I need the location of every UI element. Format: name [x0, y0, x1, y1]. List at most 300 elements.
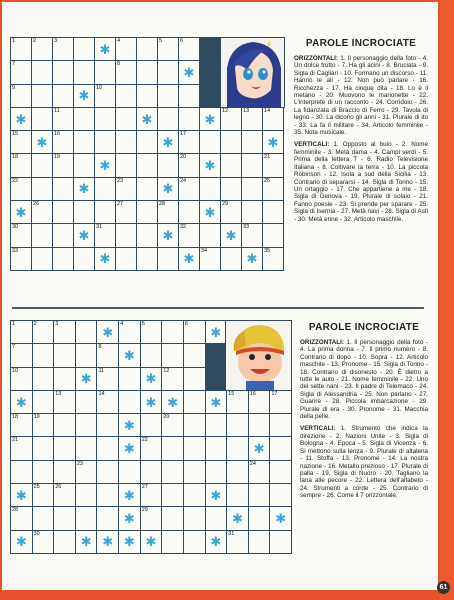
- black-cell-star: [74, 85, 94, 107]
- clue-number: 6: [184, 321, 188, 327]
- crossword-cell[interactable]: [32, 224, 52, 246]
- crossword-cell[interactable]: [137, 38, 157, 60]
- crossword-cell[interactable]: [53, 85, 73, 107]
- crossword-cell[interactable]: [33, 484, 54, 506]
- crossword-cell[interactable]: [95, 85, 115, 107]
- black-cell-star: [119, 531, 140, 553]
- crossword-cell[interactable]: [11, 437, 32, 459]
- crossword-cell: [206, 344, 227, 366]
- clue-number: 31: [96, 224, 103, 231]
- crossword-cell[interactable]: [54, 437, 75, 459]
- crossword-cell[interactable]: [141, 414, 162, 436]
- black-cell-star: [200, 201, 220, 223]
- crossword-cell[interactable]: [76, 437, 97, 459]
- crossword-cell[interactable]: [227, 437, 248, 459]
- crossword-cell[interactable]: [242, 224, 262, 246]
- crossword-cell[interactable]: [53, 201, 73, 223]
- crossword-cell[interactable]: [242, 201, 262, 223]
- clues-puzzle-1: [294, 38, 428, 228]
- crossword-cell[interactable]: [116, 108, 136, 130]
- crossword-cell[interactable]: [33, 531, 54, 553]
- black-cell-star: [162, 391, 183, 413]
- crossword-cell[interactable]: [200, 178, 220, 200]
- crossword-cell[interactable]: [119, 461, 140, 483]
- clue-number: 27: [141, 484, 148, 491]
- crossword-cell[interactable]: [11, 85, 31, 107]
- crossword-cell[interactable]: [76, 414, 97, 436]
- clue-number: 20: [163, 414, 170, 421]
- crossword-cell[interactable]: [119, 391, 140, 413]
- crossword-cell[interactable]: [74, 131, 94, 153]
- crossword-cell[interactable]: [54, 461, 75, 483]
- crossword-cell[interactable]: [97, 484, 118, 506]
- crossword-cell[interactable]: [74, 154, 94, 176]
- crossword-cell[interactable]: [32, 248, 52, 270]
- crossword-cell[interactable]: [54, 484, 75, 506]
- crossword-cell[interactable]: [137, 61, 157, 83]
- crossword-cell[interactable]: [32, 154, 52, 176]
- black-cell-star: [141, 368, 162, 390]
- clue-number: 15: [228, 390, 235, 397]
- clue-number: 3: [55, 321, 59, 327]
- crossword-cell[interactable]: [158, 61, 178, 83]
- clue-number: 23: [117, 177, 124, 184]
- clue-number: 25: [264, 177, 271, 184]
- crossword-cell[interactable]: [184, 484, 205, 506]
- crossword-cell[interactable]: [95, 61, 115, 83]
- crossword-cell[interactable]: [33, 344, 54, 366]
- crossword-cell[interactable]: [221, 131, 241, 153]
- crossword-cell[interactable]: [54, 321, 75, 343]
- black-cell-star: [119, 414, 140, 436]
- black-cell-star: [95, 154, 115, 176]
- clue-number: 7: [12, 344, 16, 351]
- clue-number: 12: [222, 107, 229, 114]
- crossword-cell[interactable]: [116, 38, 136, 60]
- black-cell-star: [221, 224, 241, 246]
- crossword-cell[interactable]: [137, 248, 157, 270]
- crossword-cell[interactable]: [137, 201, 157, 223]
- crossword-cell[interactable]: [263, 108, 283, 130]
- crossword-cell[interactable]: [32, 201, 52, 223]
- crossword-cell[interactable]: [74, 38, 94, 60]
- crossword-cell[interactable]: [53, 108, 73, 130]
- crossword-cell[interactable]: [179, 178, 199, 200]
- clue-number: 19: [54, 154, 61, 161]
- clue-number: 1: [12, 321, 16, 327]
- black-cell-star: [119, 484, 140, 506]
- black-cell-star: [158, 131, 178, 153]
- clue-number: 23: [76, 460, 83, 467]
- clue-number: 10: [96, 84, 103, 91]
- crossword-cell[interactable]: [184, 531, 205, 553]
- crossword-cell[interactable]: [97, 368, 118, 390]
- clue-number: 9: [12, 84, 16, 91]
- crossword-cell[interactable]: [242, 108, 262, 130]
- crossword-cell[interactable]: [242, 178, 262, 200]
- black-cell-star: [249, 437, 270, 459]
- crossword-cell[interactable]: [270, 414, 291, 436]
- crossword-cell[interactable]: [54, 391, 75, 413]
- black-cell-star: [200, 154, 220, 176]
- crossword-cell[interactable]: [141, 321, 162, 343]
- crossword-cell[interactable]: [33, 414, 54, 436]
- crossword-cell[interactable]: [97, 414, 118, 436]
- crossword-cell[interactable]: [141, 484, 162, 506]
- crossword-cell[interactable]: [200, 248, 220, 270]
- crossword-cell[interactable]: [11, 344, 32, 366]
- crossword-cell[interactable]: [263, 248, 283, 270]
- clue-number: 28: [159, 201, 166, 208]
- crossword-cell[interactable]: [221, 178, 241, 200]
- crossword-cell[interactable]: [162, 484, 183, 506]
- clue-number: 30: [12, 224, 19, 231]
- crossword-cell[interactable]: [206, 414, 227, 436]
- crossword-cell[interactable]: [184, 344, 205, 366]
- crossword-cell[interactable]: [263, 154, 283, 176]
- clue-number: 25: [33, 484, 40, 491]
- crossword-cell[interactable]: [200, 224, 220, 246]
- crossword-cell[interactable]: [227, 391, 248, 413]
- crossword-cell[interactable]: [158, 108, 178, 130]
- crossword-cell[interactable]: [263, 224, 283, 246]
- crossword-cell[interactable]: [227, 531, 248, 553]
- crossword-cell[interactable]: [141, 461, 162, 483]
- crossword-cell[interactable]: [95, 201, 115, 223]
- crossword-cell[interactable]: [74, 201, 94, 223]
- crossword-cell[interactable]: [76, 321, 97, 343]
- crossword-cell[interactable]: [119, 368, 140, 390]
- crossword-cell[interactable]: [184, 461, 205, 483]
- crossword-cell[interactable]: [249, 531, 270, 553]
- crossword-cell[interactable]: [137, 224, 157, 246]
- crossword-cell[interactable]: [53, 224, 73, 246]
- crossword-cell[interactable]: [227, 461, 248, 483]
- crossword-cell[interactable]: [116, 248, 136, 270]
- black-cell-star: [141, 531, 162, 553]
- crossword-cell[interactable]: [74, 248, 94, 270]
- crossword-cell[interactable]: [137, 85, 157, 107]
- crossword-cell[interactable]: [11, 368, 32, 390]
- crossword-cell[interactable]: [184, 414, 205, 436]
- crossword-cell[interactable]: [162, 437, 183, 459]
- crossword-cell[interactable]: [206, 507, 227, 529]
- crossword-cell[interactable]: [162, 344, 183, 366]
- crossword-cell[interactable]: [76, 344, 97, 366]
- crossword-cell[interactable]: [11, 414, 32, 436]
- crossword-cell[interactable]: [53, 178, 73, 200]
- crossword-cell[interactable]: [33, 437, 54, 459]
- crossword-cell[interactable]: [179, 108, 199, 130]
- crossword-cell[interactable]: [162, 531, 183, 553]
- crossword-cell[interactable]: [97, 507, 118, 529]
- crossword-cell[interactable]: [179, 85, 199, 107]
- clue-number: 11: [98, 367, 105, 374]
- crossword-cell[interactable]: [249, 414, 270, 436]
- section-divider: [12, 307, 424, 309]
- clue-number: 33: [243, 224, 250, 231]
- crossword-cell[interactable]: [221, 154, 241, 176]
- clues-down-2: VERTICALI: 1. Strumento che indica la direzione - 2. Nazioni Unite - 3. Sigla di Bologna - 4. Epoca - 5. Sigla di Vicenza - 6. Si mettono sulla lenza - 9. Plurale di altalena - 11. Stoffa - 13. Pronome - 14. La nostra nazione - 16. Metallo prezioso - 17. Plurale di palla - 19. Sigla di Nuoro - 20. Tagliano la lana alle pecore - 22. Lettera dell'alfabeto - 24. Strumenti a corde - 25. Contrario di sempre - 26. Come il 7 orizzontale.: [300, 425, 428, 500]
- crossword-cell[interactable]: [141, 507, 162, 529]
- black-cell-star: [11, 108, 31, 130]
- crossword-cell[interactable]: [184, 391, 205, 413]
- clue-number: 29: [141, 507, 148, 514]
- crossword-cell[interactable]: [137, 154, 157, 176]
- clue-number: 29: [222, 201, 229, 208]
- black-cell-star: [119, 344, 140, 366]
- crossword-cell[interactable]: [179, 131, 199, 153]
- clues-down-1: VERTICALI: 1. Opposto al buio - 2. Nome femminile - 3. Metà dama - 4. Campi verdi - 5. Prima della lettera T - 6. Radio Televisione Italiana - 8. Coltivare la terra - 10. La piccola Robinson - 12. Isola a sud della Sicilia - 13. Contrario di separarsi - 14. Sigla di Torino - 15. Un ortaggio - 17. Che appartiene a me - 18. Sigla di Genova - 19. Plurale di solaio - 21. Fanno poesie - 23. Si prende per sparare - 25. Sigla di Isernia - 27. Metà navi - 28. Sigla di Asti - 30. Metà enne - 32. Articolo maschile.: [294, 141, 428, 223]
- crossword-cell[interactable]: [54, 531, 75, 553]
- black-cell-star: [179, 61, 199, 83]
- crossword-cell[interactable]: [33, 321, 54, 343]
- crossword-cell[interactable]: [32, 38, 52, 60]
- clue-number: 35: [264, 247, 271, 254]
- clue-number: 6: [180, 38, 184, 44]
- clue-number: 3: [54, 38, 58, 44]
- crossword-cell[interactable]: [95, 108, 115, 130]
- crossword-cell[interactable]: [53, 131, 73, 153]
- crossword-cell[interactable]: [74, 61, 94, 83]
- black-cell-star: [11, 531, 32, 553]
- crossword-cell[interactable]: [158, 248, 178, 270]
- crossword-cell[interactable]: [162, 414, 183, 436]
- page-edge-strip: [440, 0, 454, 600]
- crossword-cell[interactable]: [74, 108, 94, 130]
- black-cell-star: [74, 224, 94, 246]
- crossword-cell[interactable]: [53, 154, 73, 176]
- crossword-cell[interactable]: [206, 437, 227, 459]
- crossword-cell[interactable]: [184, 368, 205, 390]
- black-cell-star: [206, 321, 227, 343]
- crossword-cell[interactable]: [76, 461, 97, 483]
- crossword-cell[interactable]: [141, 344, 162, 366]
- crossword-cell: [206, 368, 227, 390]
- crossword-cell[interactable]: [221, 201, 241, 223]
- crossword-cell[interactable]: [221, 108, 241, 130]
- puzzle-title-1: PAROLE INCROCIATE: [305, 38, 417, 49]
- clue-number: 30: [33, 530, 40, 537]
- clue-number: 32: [180, 224, 187, 231]
- clue-number: 5: [141, 321, 145, 327]
- clue-number: 21: [12, 437, 19, 444]
- crossword-cell[interactable]: [162, 368, 183, 390]
- crossword-cell[interactable]: [116, 85, 136, 107]
- crossword-cell[interactable]: [116, 224, 136, 246]
- crossword-cell[interactable]: [116, 131, 136, 153]
- crossword-cell[interactable]: [54, 368, 75, 390]
- black-cell-star: [95, 38, 115, 60]
- crossword-cell[interactable]: [270, 461, 291, 483]
- page-number: 61: [437, 581, 450, 594]
- crossword-cell[interactable]: [158, 154, 178, 176]
- crossword-cell[interactable]: [137, 131, 157, 153]
- black-cell-star: [97, 531, 118, 553]
- crossword-cell[interactable]: [95, 224, 115, 246]
- clue-number: 26: [33, 201, 40, 208]
- crossword-cell[interactable]: [116, 178, 136, 200]
- crossword-cell[interactable]: [76, 391, 97, 413]
- crossword-cell[interactable]: [32, 85, 52, 107]
- clue-number: 26: [55, 484, 62, 491]
- black-cell-star: [119, 507, 140, 529]
- clue-number: 33: [12, 247, 19, 254]
- black-cell-star: [119, 437, 140, 459]
- crossword-cell[interactable]: [249, 461, 270, 483]
- crossword-cell[interactable]: [158, 85, 178, 107]
- clue-number: 22: [141, 437, 148, 444]
- crossword-cell[interactable]: [158, 38, 178, 60]
- puzzle-title-2: PAROLE INCROCIATE: [308, 322, 420, 333]
- crossword-cell[interactable]: [33, 507, 54, 529]
- crossword-cell[interactable]: [162, 507, 183, 529]
- crossword-cell[interactable]: [184, 437, 205, 459]
- clue-number: 15: [12, 131, 19, 138]
- crossword-cell[interactable]: [53, 248, 73, 270]
- crossword-cell[interactable]: [184, 507, 205, 529]
- crossword-cell[interactable]: [76, 484, 97, 506]
- black-cell-star: [97, 321, 118, 343]
- black-cell-star: [206, 391, 227, 413]
- crossword-cell[interactable]: [206, 461, 227, 483]
- crossword-cell[interactable]: [263, 201, 283, 223]
- crossword-cell[interactable]: [54, 414, 75, 436]
- clue-number: 7: [12, 61, 16, 68]
- crossword-cell[interactable]: [11, 224, 31, 246]
- black-cell-star: [95, 248, 115, 270]
- black-cell-star: [158, 224, 178, 246]
- black-cell-star: [263, 131, 283, 153]
- crossword-cell[interactable]: [227, 414, 248, 436]
- crossword-cell[interactable]: [116, 201, 136, 223]
- crossword-cell[interactable]: [53, 61, 73, 83]
- crossword-cell[interactable]: [11, 131, 31, 153]
- clue-number: 21: [264, 154, 271, 161]
- clue-number: 10: [12, 367, 19, 374]
- crossword-cell[interactable]: [200, 131, 220, 153]
- crossword-cell[interactable]: [270, 484, 291, 506]
- crossword-cell[interactable]: [97, 391, 118, 413]
- clue-number: 8: [117, 61, 121, 68]
- crossword-cell[interactable]: [242, 154, 262, 176]
- crossword-cell: [200, 85, 220, 107]
- crossword-cell[interactable]: [95, 178, 115, 200]
- crossword-cell[interactable]: [11, 321, 32, 343]
- crossword-cell[interactable]: [179, 224, 199, 246]
- crossword-cell[interactable]: [33, 461, 54, 483]
- crossword-cell[interactable]: [270, 391, 291, 413]
- crossword-cell[interactable]: [242, 131, 262, 153]
- crossword-cell: [200, 38, 220, 60]
- black-cell-star: [206, 531, 227, 553]
- crossword-cell[interactable]: [116, 154, 136, 176]
- crossword-cell[interactable]: [158, 201, 178, 223]
- clue-number: 24: [249, 460, 256, 467]
- crossword-cell[interactable]: [119, 321, 140, 343]
- crossword-cell[interactable]: [97, 344, 118, 366]
- crossword-cell[interactable]: [53, 38, 73, 60]
- black-cell-star: [74, 178, 94, 200]
- crossword-cell[interactable]: [116, 61, 136, 83]
- black-cell-star: [32, 131, 52, 153]
- clue-number: 8: [98, 344, 102, 351]
- crossword-cell[interactable]: [249, 484, 270, 506]
- crossword-cell[interactable]: [227, 484, 248, 506]
- clue-number: 14: [98, 390, 105, 397]
- clue-number: 2: [33, 38, 37, 44]
- crossword-cell[interactable]: [221, 248, 241, 270]
- black-cell-star: [158, 178, 178, 200]
- crossword-cell[interactable]: [33, 391, 54, 413]
- clue-number: 13: [243, 107, 250, 114]
- magazine-page: [2, 2, 438, 590]
- crossword-cell[interactable]: [97, 461, 118, 483]
- crossword-cell[interactable]: [11, 507, 32, 529]
- character-photo-2: [225, 320, 292, 391]
- clues-puzzle-2: [300, 322, 428, 505]
- crossword-cell[interactable]: [32, 108, 52, 130]
- crossword-cell[interactable]: [179, 154, 199, 176]
- crossword-cell[interactable]: [11, 154, 31, 176]
- black-cell-star: [76, 368, 97, 390]
- crossword-cell[interactable]: [249, 391, 270, 413]
- crossword-cell[interactable]: [263, 178, 283, 200]
- crossword-cell[interactable]: [76, 507, 97, 529]
- clue-number: 34: [201, 247, 208, 254]
- crossword-cell[interactable]: [32, 178, 52, 200]
- clue-number: 20: [180, 154, 187, 161]
- black-cell-star: [242, 248, 262, 270]
- clue-number: 31: [228, 530, 235, 537]
- crossword-cell[interactable]: [97, 437, 118, 459]
- crossword-cell[interactable]: [270, 437, 291, 459]
- crossword-cell[interactable]: [162, 461, 183, 483]
- clue-number: 5: [159, 38, 163, 44]
- crossword-cell[interactable]: [249, 507, 270, 529]
- crossword-cell[interactable]: [54, 344, 75, 366]
- crossword-cell[interactable]: [11, 248, 31, 270]
- crossword-cell[interactable]: [179, 201, 199, 223]
- black-cell-star: [11, 391, 32, 413]
- clue-number: 16: [54, 131, 61, 138]
- clues-across-2: ORIZZONTALI: 1. Il personaggio della foto - 4. La prima donna - 7. Il primo numero - 8. Contrario di dopo - 10. Sopra - 12. Articolo maschile - 13. Pronome - 15. Sigla di Torino - 18. Contrario di disonesto - 20. È dietro a tutte le auto - 21. Nome femminile - 22. Uno dei sette nani - 23. Il padre di Telemaco - 24. Sigla di Alessandria - 25. Non parlano - 27. Guarire - 28. Piccola imbarcazione - 29. Plurale di era - 30. Pronome - 31. Macchia della pelle.: [300, 339, 428, 421]
- crossword-cell[interactable]: [11, 38, 31, 60]
- crossword-cell[interactable]: [33, 368, 54, 390]
- black-cell-star: [200, 108, 220, 130]
- black-cell-star: [76, 531, 97, 553]
- clue-number: 18: [12, 414, 19, 421]
- crossword-cell[interactable]: [137, 178, 157, 200]
- character-photo-1: [220, 37, 285, 108]
- crossword-cell[interactable]: [179, 38, 199, 60]
- clue-number: 13: [55, 390, 62, 397]
- clue-number: 27: [117, 201, 124, 208]
- crossword-cell[interactable]: [11, 61, 31, 83]
- crossword-cell[interactable]: [162, 321, 183, 343]
- clue-number: 11: [54, 107, 60, 114]
- crossword-cell[interactable]: [270, 531, 291, 553]
- crossword-cell[interactable]: [11, 178, 31, 200]
- crossword-cell[interactable]: [32, 61, 52, 83]
- crossword-cell[interactable]: [95, 131, 115, 153]
- clue-number: 16: [249, 390, 256, 397]
- clues-across-1: ORIZZONTALI: 1. Il personaggio della foto - 4. Un dolce frutto - 7. Ha gli acini - 8. Bruciata - 9. Sigla di Cagliari - 10. Formano un discorso - 11. Hanno le ali - 12. Non può parlare - 16. Ricchezza - 17. Ha cinque dita - 18. Lo è il metano - 20. Muovono le marionette - 22. L'interprete di un racconto - 24. Corridoio - 26. La fidanzata di Braccio di Ferro - 29. Tavola di legno - 30. La dicono gli anni - 31. Plurale di ito - 33. La fa il militare - 34. Articolo femminile - 35. Nota musicale.: [294, 55, 428, 137]
- crossword-cell[interactable]: [11, 461, 32, 483]
- crossword-cell[interactable]: [184, 321, 205, 343]
- crossword-cell[interactable]: [141, 437, 162, 459]
- crossword-cell[interactable]: [54, 507, 75, 529]
